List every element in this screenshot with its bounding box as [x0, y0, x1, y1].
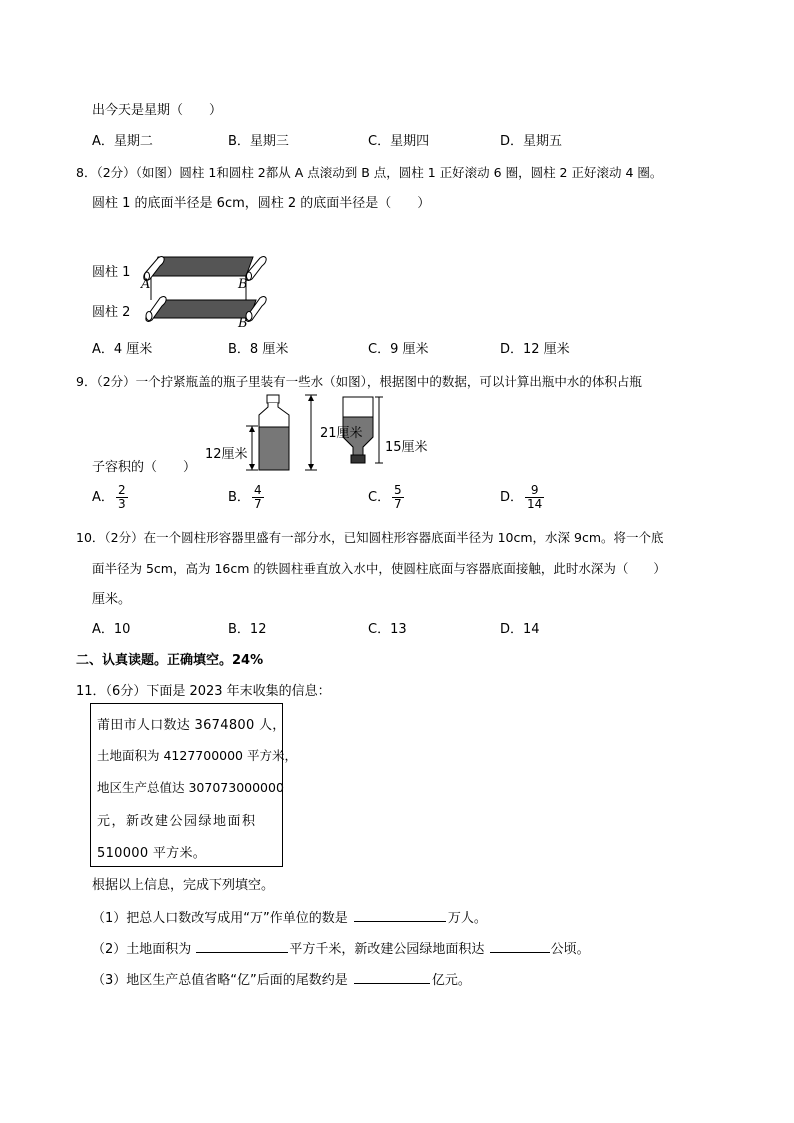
- q11-sub1: （1）把总人口数改写成用“万”作单位的数是 万人。: [92, 911, 487, 926]
- info-line-gdp: 地区生产总值达 307073000000: [97, 780, 284, 795]
- q11-intro: 11．（6分）下面是 2023 年末收集的信息：: [76, 684, 331, 699]
- q10-option-b: B．12: [228, 622, 267, 637]
- q7-option-a: A．星期二: [92, 134, 153, 149]
- q7-continuation: 出今天是星期（ ）: [92, 103, 223, 118]
- upright-water: [259, 427, 289, 470]
- q10-option-a: A．10: [92, 622, 131, 637]
- q11-sub2-blank1[interactable]: [196, 940, 288, 953]
- height-15-arrow: [375, 397, 383, 463]
- upright-bottle: [259, 395, 289, 470]
- q10-option-c: C．13: [368, 622, 407, 637]
- q10-stem-line3: 厘米。: [92, 592, 132, 607]
- label-12cm: 12厘米: [205, 447, 248, 462]
- q8-option-d: D．12 厘米: [500, 342, 570, 357]
- q7-option-c: C．星期四: [368, 134, 430, 149]
- q8-option-b: B．8 厘米: [228, 342, 289, 357]
- q8-option-a: A．4 厘米: [92, 342, 153, 357]
- point-b-top-label: B: [238, 277, 248, 292]
- q11-sub2-blank2[interactable]: [490, 940, 550, 953]
- q11-sub1-blank[interactable]: [354, 909, 446, 922]
- q9-option-c-fraction: $\frac{5}{7}$: [394, 483, 402, 511]
- q11-instruction: 根据以上信息，完成下列填空。: [92, 878, 275, 893]
- q10-option-d: D．14: [500, 622, 540, 637]
- q11-sub3: （3）地区生产总值省略“亿”后面的尾数约是 亿元。: [92, 973, 471, 988]
- q11-sub3-blank[interactable]: [354, 971, 430, 984]
- q8-option-c: C．9 厘米: [368, 342, 429, 357]
- q10-stem-line1: 10．（2分）在一个圆柱形容器里盛有一部分水，已知圆柱形容器底面半径为 10cm，水深 9cm。将一个底: [76, 530, 664, 545]
- q9-stem-line2: 子容积的（ ）: [92, 460, 197, 475]
- cylinder2-label: 圆柱 2: [92, 305, 131, 320]
- q9-option-b-fraction: $\frac{4}{7}$: [254, 483, 262, 511]
- cylinder1-path: [151, 257, 253, 276]
- q9-stem-line1: 9．（2分）一个拧紧瓶盖的瓶子里装有一些水（如图），根据图中的数据，可以计算出瓶中水的体积占瓶: [76, 374, 642, 389]
- info-line-population: 莆田市人口数达 3674800 人，: [97, 718, 286, 733]
- q9-option-d-fraction: $\frac{9}{14}$: [527, 483, 543, 511]
- section2-heading: 二、认真读题。正确填空。24%: [76, 653, 264, 668]
- height-21-arrow: [305, 395, 317, 470]
- q9-option-b-letter: B．: [228, 490, 250, 505]
- q9-option-a-letter: A．: [92, 490, 114, 505]
- q10-stem-line2: 面半径为 5cm，高为 16cm 的铁圆柱垂直放入水中，使圆柱底面与容器底面接触，此时水深为（ ）: [92, 561, 666, 576]
- label-15cm: 15厘米: [385, 440, 428, 455]
- info-box: [90, 703, 297, 867]
- label-21cm: 21厘米: [320, 426, 363, 441]
- info-line-park-area: 510000 平方米。: [97, 846, 207, 861]
- rolling-cylinders-diagram: [138, 252, 278, 334]
- q9-option-a-fraction: $\frac{2}{3}$: [118, 483, 126, 511]
- q11-sub2: （2）土地面积为 平方千米，新改建公园绿地面积达 公顷。: [92, 942, 590, 957]
- info-line-park: 元，新改建公园绿地面积: [97, 814, 257, 829]
- q9-option-d-letter: D．: [500, 490, 524, 505]
- info-line-land-area: 土地面积为 4127700000 平方米，: [97, 748, 297, 763]
- q8-stem-line2: 圆柱 1 的底面半径是 6cm，圆柱 2 的底面半径是（ ）: [92, 196, 431, 211]
- point-b-bottom-label: B: [238, 316, 248, 331]
- q9-option-c-letter: C．: [368, 490, 391, 505]
- q8-stem-line1: 8．（2分）（如图）圆柱 1和圆柱 2都从 A 点滚动到 B 点，圆柱 1 正好滚动 6 圈，圆柱 2 正好滚动 4 圈。: [76, 165, 663, 180]
- point-a-label: A: [141, 277, 151, 292]
- q7-option-b: B．星期三: [228, 134, 289, 149]
- q7-option-d: D．星期五: [500, 134, 563, 149]
- cylinder1-label: 圆柱 1: [92, 265, 131, 280]
